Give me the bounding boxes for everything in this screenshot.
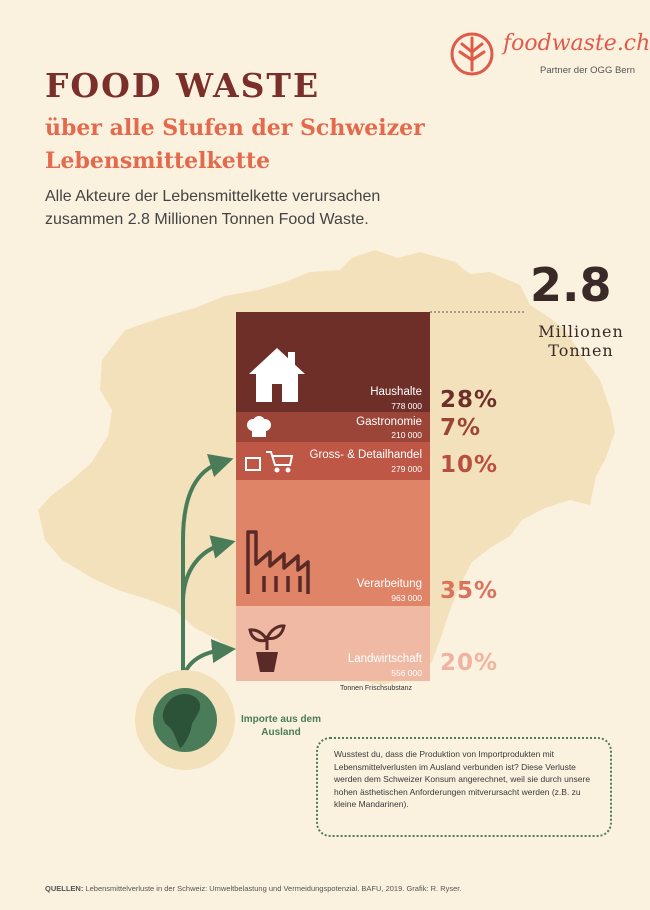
segment-value: 210 000	[391, 430, 422, 440]
total-value: 2.8	[530, 258, 612, 312]
segment-value: 778 000	[391, 401, 422, 411]
intro-text: Alle Akteure der Lebensmittelkette verursachen zusammen 2.8 Millionen Tonnen Food Waste.	[45, 188, 381, 228]
segment-value: 279 000	[391, 464, 422, 474]
logo-text: foodwaste.ch	[503, 31, 650, 56]
segment-label: Gross- & Detailhandel	[309, 449, 422, 461]
globe-icon	[153, 688, 217, 752]
fact-box	[316, 737, 612, 837]
segment-label: Verarbeitung	[356, 578, 422, 590]
percent-label-landwirtschaft: 20%	[440, 650, 499, 676]
sources	[45, 884, 461, 893]
sources-text: Lebensmittelverluste in der Schweiz: Umweltbelastung und Vermeidungspotenzial. BAFU, 2019. Grafik: R. Ryser.	[85, 884, 462, 893]
imports-label: Importe aus dem Ausland	[240, 714, 322, 738]
total-unit: Millionen Tonnen	[538, 322, 624, 360]
segment-label: Gastronomie	[356, 416, 422, 428]
segment-value: 556 000	[391, 668, 422, 678]
sources-label: QUELLEN:	[45, 884, 84, 893]
fact-text: Wusstest du, dass die Produktion von Importprodukten mit Lebensmittelverlusten im Ausland verbunden ist? Diese Verluste werden dem Schweizer Konsum angerechnet, weil sie durch unsere hohen ästhetischen Anforderungen mitverursacht werden (z.B. zu kleine Mandarinen).	[334, 749, 591, 809]
page-subtitle: über alle Stufen der Schweizer Lebensmittelkette	[45, 115, 425, 174]
page-title: FOOD WASTE	[45, 66, 321, 105]
percent-label-haushalte: 28%	[440, 387, 499, 413]
segment-value: 963 000	[391, 593, 422, 603]
segment-label: Haushalte	[370, 386, 422, 398]
percent-label-gastronomie: 7%	[440, 415, 482, 441]
percent-label-verarbeitung: 35%	[440, 578, 499, 604]
percent-label-handel: 10%	[440, 452, 499, 478]
segment-label: Landwirtschaft	[347, 653, 422, 665]
logo-partner: Partner der OGG Bern	[540, 65, 636, 76]
unit-note: Tonnen Frischsubstanz	[340, 685, 412, 692]
